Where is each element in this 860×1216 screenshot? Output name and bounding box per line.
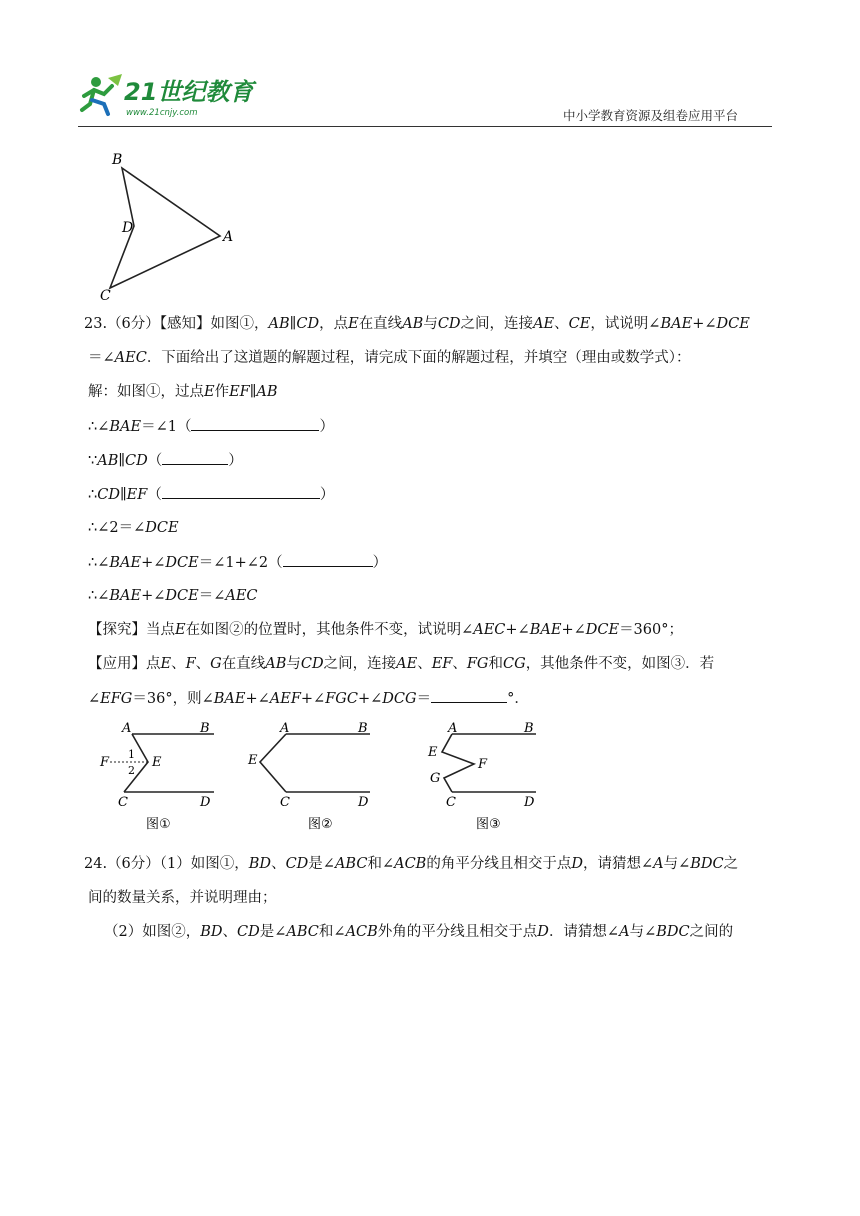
q23-step2 xyxy=(88,450,243,471)
text-run: 是∠ xyxy=(259,924,287,940)
text-run: EFG xyxy=(100,691,133,707)
logo-url: www.21cnjy.com xyxy=(126,108,198,118)
text-run: BAE xyxy=(109,588,142,604)
label-E: E xyxy=(428,745,438,760)
label-B: B xyxy=(358,721,368,736)
text-run: （ xyxy=(147,453,163,469)
q23-step1 xyxy=(88,416,334,437)
text-run: 之间，连接 xyxy=(323,656,397,672)
text-run: （1）如图①， xyxy=(159,856,249,872)
label-D: D xyxy=(200,795,211,810)
runner-icon xyxy=(82,74,122,114)
text-run: CD xyxy=(437,316,461,332)
logo-text: 21世纪教育 xyxy=(124,78,254,106)
platform-name: 中小学教育资源及组卷应用平台 xyxy=(562,108,738,123)
text-run: ABC xyxy=(334,856,368,872)
text-run: +∠ xyxy=(357,691,383,707)
q24-line2 xyxy=(88,888,277,908)
text-run: ABC xyxy=(286,924,319,940)
text-run: DCE xyxy=(165,555,199,571)
text-run: ） xyxy=(372,555,388,571)
text-run: ） xyxy=(319,487,335,503)
text-run: A xyxy=(653,856,664,872)
text-run: ．下面给出了这道题的解题过程，请完成下面的解题过程，并填空（理由或数学式）： xyxy=(146,350,691,366)
text-run: +∠ xyxy=(300,691,326,707)
label-A: A xyxy=(280,721,290,736)
q23-apply-line1 xyxy=(88,654,714,674)
text-run: +∠ xyxy=(141,588,166,604)
text-run: ＝∠ xyxy=(198,588,226,604)
text-run: ∴∠2＝∠ xyxy=(88,520,146,536)
figure-3-caption: 图③ xyxy=(476,817,501,832)
q23-solution-intro xyxy=(88,382,278,402)
text-run: BAE xyxy=(109,555,142,571)
text-run: A xyxy=(619,924,630,940)
label-D: D xyxy=(524,795,535,810)
text-run: +∠ xyxy=(692,316,717,332)
text-run: ACB xyxy=(345,924,378,940)
text-run: °． xyxy=(507,691,529,707)
page-header xyxy=(78,66,772,128)
text-run: 【感知】 xyxy=(159,316,211,332)
text-run: AE xyxy=(396,656,418,672)
label-A: A xyxy=(448,721,458,736)
answer-blank[interactable] xyxy=(162,484,320,499)
text-run: CD xyxy=(300,656,324,672)
text-run: E xyxy=(204,384,215,400)
text-run: DCE xyxy=(145,520,179,536)
q24-line3 xyxy=(104,922,733,942)
text-run: 、 xyxy=(222,924,238,940)
text-run: ，点 xyxy=(319,316,349,332)
text-run: 之间，连接 xyxy=(460,316,534,332)
figure-quadrilateral xyxy=(96,148,246,304)
text-run: E xyxy=(175,622,186,638)
text-run: 24. xyxy=(84,856,108,872)
figures-row xyxy=(96,716,556,838)
label-G: G xyxy=(430,771,441,786)
text-run: AE xyxy=(533,316,555,332)
label-A: A xyxy=(122,721,132,736)
text-run: DCG xyxy=(382,691,417,707)
text-run: 如图①， xyxy=(210,316,269,332)
label-angle-2: 2 xyxy=(128,764,135,777)
text-run: 、 xyxy=(171,656,186,672)
label-E: E xyxy=(248,753,258,768)
figure-1 xyxy=(99,721,214,832)
label-C: C xyxy=(446,795,456,810)
text-run: G xyxy=(210,656,222,672)
label-C: C xyxy=(118,795,128,810)
text-run: CD xyxy=(237,924,260,940)
text-run: ＝∠1（ xyxy=(141,419,192,435)
text-run: 与 xyxy=(286,656,301,672)
text-run: D xyxy=(571,856,583,872)
text-run: +∠ xyxy=(505,622,530,638)
answer-blank[interactable] xyxy=(283,552,373,567)
label-angle-1: 1 xyxy=(128,748,135,761)
site-logo xyxy=(78,70,258,120)
text-run: 和∠ xyxy=(318,924,346,940)
label-A: A xyxy=(223,229,234,245)
text-run: BAE xyxy=(660,316,693,332)
text-run: CD∥EF xyxy=(97,487,148,503)
text-run: BD xyxy=(248,856,272,872)
text-run: ∴∠ xyxy=(88,419,110,435)
text-run: AB∥CD xyxy=(268,316,320,332)
text-run: BDC xyxy=(656,924,690,940)
label-C: C xyxy=(100,288,111,304)
text-run: BD xyxy=(200,924,223,940)
text-run: F xyxy=(185,656,196,672)
text-run: +∠ xyxy=(561,622,586,638)
header-rule xyxy=(78,126,772,127)
text-run: 与∠ xyxy=(629,924,657,940)
text-run: ∵ xyxy=(88,453,98,469)
q24-line1 xyxy=(84,854,738,874)
text-run: 作 xyxy=(214,384,230,400)
label-E: E xyxy=(152,755,162,770)
q23-explore xyxy=(88,620,683,640)
q23-apply-line2 xyxy=(88,688,529,709)
q23-step3 xyxy=(88,484,334,505)
text-run: 和 xyxy=(488,656,503,672)
text-run: E xyxy=(348,316,359,332)
text-run: EF xyxy=(431,656,453,672)
text-run: BDC xyxy=(690,856,724,872)
text-run: AEC xyxy=(114,350,147,366)
text-run: 在直线 xyxy=(358,316,403,332)
text-run: +∠ xyxy=(141,555,166,571)
figure-3 xyxy=(427,721,536,832)
text-run: +∠ xyxy=(245,691,270,707)
text-run: ∴∠ xyxy=(88,588,110,604)
label-B: B xyxy=(524,721,534,736)
text-run: CE xyxy=(568,316,591,332)
text-run: ） xyxy=(319,419,334,435)
text-run: 、 xyxy=(452,656,467,672)
text-run: BAE xyxy=(213,691,246,707)
text-run: 在直线 xyxy=(221,656,266,672)
text-run: DCE xyxy=(716,316,750,332)
text-run: AB xyxy=(265,656,287,672)
q23-step6 xyxy=(88,586,258,606)
text-run: 、 xyxy=(417,656,432,672)
text-run: 外角的平分线且相交于点 xyxy=(377,924,538,940)
figure-2 xyxy=(247,721,370,832)
text-run: ＝360°； xyxy=(619,622,683,638)
text-run: 、 xyxy=(554,316,569,332)
text-run: AEC xyxy=(473,622,506,638)
label-D: D xyxy=(358,795,369,810)
text-run: ，试说明∠ xyxy=(590,316,661,332)
text-run: ACB xyxy=(394,856,427,872)
text-run: 、 xyxy=(195,656,211,672)
label-D: D xyxy=(122,220,134,236)
text-run: AB∥CD xyxy=(97,453,148,469)
text-run: FGC xyxy=(325,691,358,707)
text-run: BAE xyxy=(529,622,562,638)
text-run: ＝∠1+∠2（ xyxy=(198,555,283,571)
q23-step5 xyxy=(88,552,387,573)
text-run: 之 xyxy=(723,856,739,872)
text-run: ＝ xyxy=(416,691,432,707)
text-run: ＝36°，则∠ xyxy=(132,691,214,707)
text-run: CG xyxy=(503,656,526,672)
text-run: ∴ xyxy=(88,487,98,503)
answer-blank[interactable] xyxy=(191,416,319,431)
text-run: 【探究】 xyxy=(88,622,146,638)
text-run: （6分） xyxy=(107,316,160,332)
text-run: AEF xyxy=(269,691,301,707)
text-run: 和∠ xyxy=(367,856,395,872)
text-run: E xyxy=(160,656,172,672)
text-run: BAE xyxy=(109,419,142,435)
text-run: 在如图②的位置时，其他条件不变，试说明∠ xyxy=(185,622,474,638)
q23-line1 xyxy=(84,314,750,334)
text-run: ∠ xyxy=(88,691,101,707)
text-run: D xyxy=(537,924,549,940)
text-run: DCE xyxy=(585,622,620,638)
label-C: C xyxy=(280,795,290,810)
text-run: （2）如图②， xyxy=(104,924,201,940)
text-run: 23. xyxy=(84,316,108,332)
text-run: ） xyxy=(228,453,243,469)
text-run: 解：如图①，过点 xyxy=(88,384,204,400)
figure-1-caption: 图① xyxy=(146,817,171,832)
label-F: F xyxy=(478,757,488,772)
text-run: 间的数量关系，并说明理由； xyxy=(88,890,277,906)
text-run: ，请猜想∠ xyxy=(582,856,654,872)
text-run: ＝∠ xyxy=(88,350,115,366)
text-run: 与∠ xyxy=(663,856,691,872)
text-run: （ xyxy=(147,487,162,503)
text-run: EF∥AB xyxy=(229,384,278,400)
text-run: ．请猜想∠ xyxy=(548,924,620,940)
q23-line2 xyxy=(88,348,691,368)
text-run: 是∠ xyxy=(308,856,335,872)
answer-blank[interactable] xyxy=(162,450,228,465)
text-run: 与 xyxy=(423,316,438,332)
text-run: FG xyxy=(466,656,489,672)
figure-2-caption: 图② xyxy=(308,817,333,832)
text-run: CD xyxy=(285,856,309,872)
text-run: 【应用】 xyxy=(88,656,146,672)
text-run: 点 xyxy=(146,656,161,672)
text-run: 、 xyxy=(271,856,286,872)
text-run: （6分） xyxy=(107,856,160,872)
label-F: F xyxy=(100,755,110,770)
q23-step4 xyxy=(88,518,179,538)
label-B: B xyxy=(112,152,123,168)
text-run: AB xyxy=(402,316,424,332)
text-run: AEC xyxy=(225,588,258,604)
text-run: 当点 xyxy=(146,622,175,638)
text-run: ，其他条件不变，如图③．若 xyxy=(525,656,715,672)
answer-blank[interactable] xyxy=(431,688,507,703)
label-B: B xyxy=(200,721,210,736)
text-run: DCE xyxy=(165,588,199,604)
text-run: ∴∠ xyxy=(88,555,110,571)
text-run: 之间的 xyxy=(689,924,734,940)
text-run: 的角平分线且相交于点 xyxy=(426,856,572,872)
